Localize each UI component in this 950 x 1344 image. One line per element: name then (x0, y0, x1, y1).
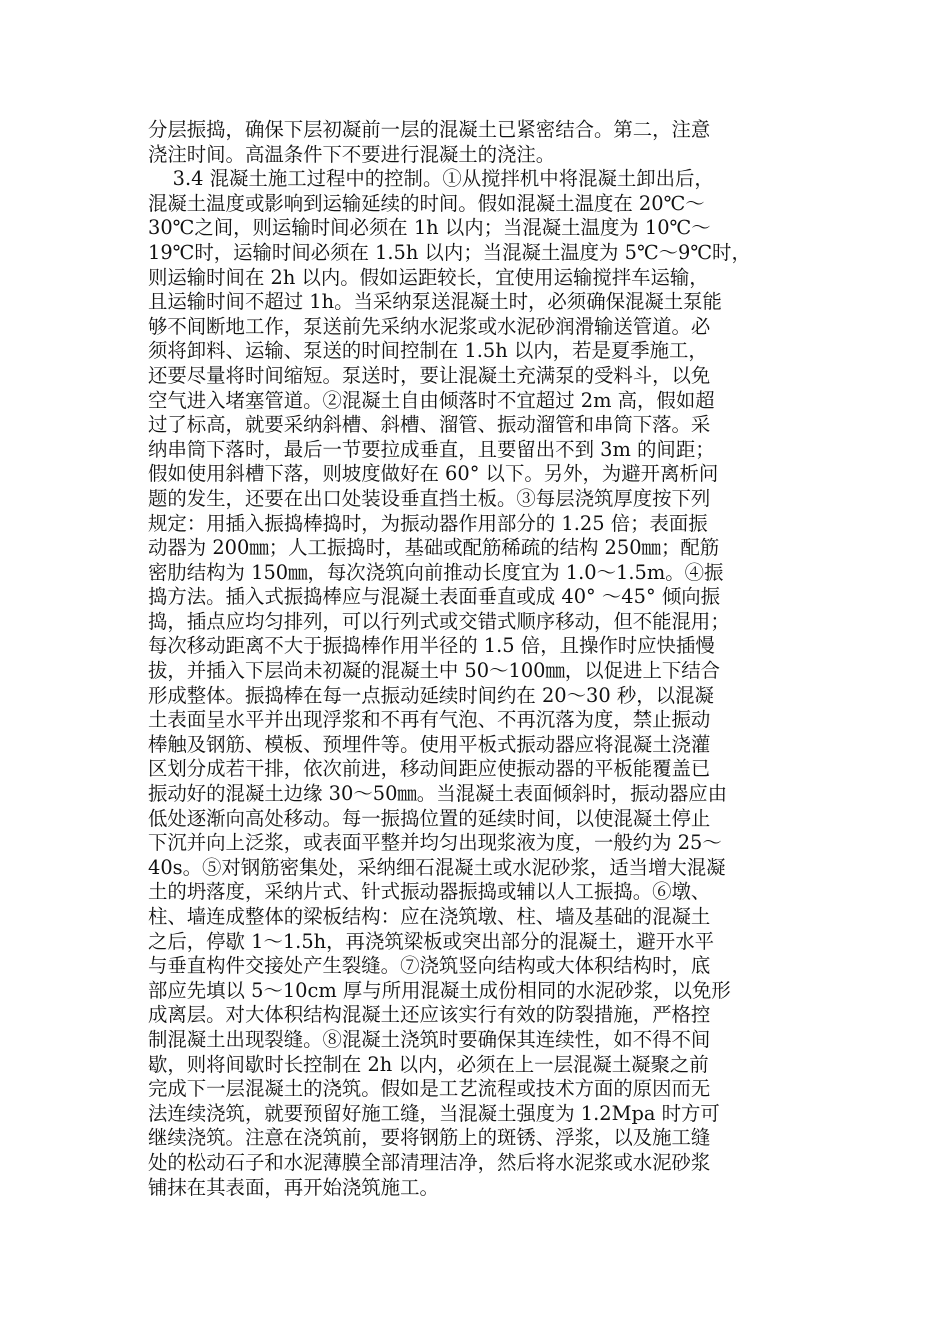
text-line: 区划分成若干排，依次前进，移动间距应使振动器的平板能覆盖已 (148, 757, 711, 781)
text-line: 浇注时间。高温条件下不要进行混凝土的浇注。 (148, 142, 556, 166)
text-line: 歇，则将间歇时长控制在 2h 以内，必须在上一层混凝土凝聚之前 (148, 1052, 709, 1076)
text-line: 19℃时，运输时间必须在 1.5h 以内；当混凝土温度为 5℃～9℃时， (148, 240, 751, 264)
text-line: 假如使用斜槽下落，则坡度做好在 60° 以下。另外，为避开离析问 (148, 462, 719, 486)
text-line: 分层振捣，确保下层初凝前一层的混凝土已紧密结合。第二，注意 (148, 118, 711, 141)
text-line: 够不间断地工作，泵送前先采纳水泥浆或水泥砂润滑输送管道。必 (148, 314, 711, 338)
text-line: 柱、墙连成整体的梁板结构：应在浇筑墩、柱、墙及基础的混凝土 (148, 905, 711, 928)
text-line: 制混凝土出现裂缝。⑧混凝土浇筑时要确保其连续性，如不得不间 (148, 1027, 711, 1051)
text-line: 3.4 混凝土施工过程中的控制。①从搅拌机中将混凝土卸出后， (148, 167, 714, 191)
text-line: 规定：用插入振捣棒捣时，为振动器作用部分的 1.25 倍；表面振 (148, 511, 708, 535)
text-line: 空气进入堵塞管道。②混凝土自由倾落时不宜超过 2m 高，假如超 (148, 388, 715, 412)
text-line: 形成整体。振捣棒在每一点振动延续时间约在 20～30 秒，以混凝 (148, 683, 714, 707)
text-line: 捣方法。插入式振捣棒应与混凝土表面垂直或成 40° ～45° 倾向振 (148, 585, 720, 609)
text-line: 部应先填以 5～10cm 厚与所用混凝土成份相同的水泥砂浆，以免形 (148, 978, 731, 1002)
text-line: 题的发生，还要在出口处装设垂直挡土板。③每层浇筑厚度按下列 (148, 486, 711, 510)
text-line: 振动好的混凝土边缘 30～50㎜。当混凝土表面倾斜时，振动器应由 (148, 782, 728, 806)
text-line: 纳串筒下落时，最后一节要拉成垂直，且要留出不到 3m 的间距； (148, 437, 715, 461)
text-line: 土表面呈水平并出现浮浆和不再有气泡、不再沉落为度，禁止振动 (148, 708, 711, 732)
text-line: 与垂直构件交接处产生裂缝。⑦浇筑竖向结构或大体积结构时，底 (148, 954, 711, 978)
text-line: 处的松动石子和水泥薄膜全部清理洁净，然后将水泥浆或水泥砂浆 (148, 1150, 711, 1174)
text-line: 还要尽量将时间缩短。泵送时，要让混凝土充满泵的受料斗，以免 (148, 363, 711, 387)
text-line: 过了标高，就要采纳斜槽、斜槽、溜管、振动溜管和串筒下落。采 (148, 413, 711, 437)
body-text (148, 118, 808, 1200)
text-line: 则运输时间在 2h 以内。假如运距较长，宜使用运输搅拌车运输， (148, 265, 709, 289)
text-line: 40s。⑤对钢筋密集处，采纳细石混凝土或水泥砂浆，适当增大混凝 (148, 855, 726, 879)
text-line: 捣，插点应均匀排列，可以行列式或交错式顺序移动，但不能混用； (148, 609, 730, 633)
text-line: 须将卸料、运输、泵送的时间控制在 1.5h 以内，若是夏季施工， (148, 339, 708, 363)
text-line: 成离层。对大体积结构混凝土还应该实行有效的防裂措施，严格控 (148, 1003, 711, 1027)
text-line: 铺抹在其表面，再开始浇筑施工。 (148, 1175, 439, 1199)
text-line: 30℃之间，则运输时间必须在 1h 以内；当混凝土温度为 10℃～ (148, 216, 711, 240)
text-line: 继续浇筑。注意在浇筑前，要将钢筋上的斑锈、浮浆，以及施工缝 (148, 1126, 711, 1150)
text-line: 法连续浇筑，就要预留好施工缝，当混凝土强度为 1.2Mpa 时方可 (148, 1101, 720, 1125)
text-line: 拔，并插入下层尚未初凝的混凝土中 50～100㎜，以促进上下结合 (148, 659, 721, 683)
text-line: 棒触及钢筋、模板、预埋件等。使用平板式振动器应将混凝土浇灌 (148, 732, 711, 756)
text-line: 且运输时间不超过 1h。当采纳泵送混凝土时，必须确保混凝土泵能 (148, 290, 722, 314)
text-line: 土的坍落度，采纳片式、针式振动器振捣或辅以人工振捣。⑥墩、 (148, 880, 711, 904)
text-line: 之后，停歇 1～1.5h，再浇筑梁板或突出部分的混凝土，避开水平 (148, 929, 714, 953)
text-line: 混凝土温度或影响到运输延续的时间。假如混凝土温度在 20℃～ (148, 191, 705, 215)
text-line: 低处逐渐向高处移动。每一振捣位置的延续时间，以使混凝土停止 (148, 806, 711, 830)
text-line: 每次移动距离不大于振捣棒作用半径的 1.5 倍，且操作时应快插慢 (148, 634, 715, 658)
text-line: 完成下一层混凝土的浇筑。假如是工艺流程或技术方面的原因而无 (148, 1077, 711, 1101)
text-line: 下沉并向上泛浆，或表面平整并均匀出现浆液为度，一般约为 25～ (148, 831, 722, 855)
text-line: 密肋结构为 150㎜，每次浇筑向前推动长度宜为 1.0～1.5m。④振 (148, 560, 724, 584)
text-line: 动器为 200㎜；人工振捣时，基础或配筋稀疏的结构 250㎜；配筋 (148, 536, 720, 560)
